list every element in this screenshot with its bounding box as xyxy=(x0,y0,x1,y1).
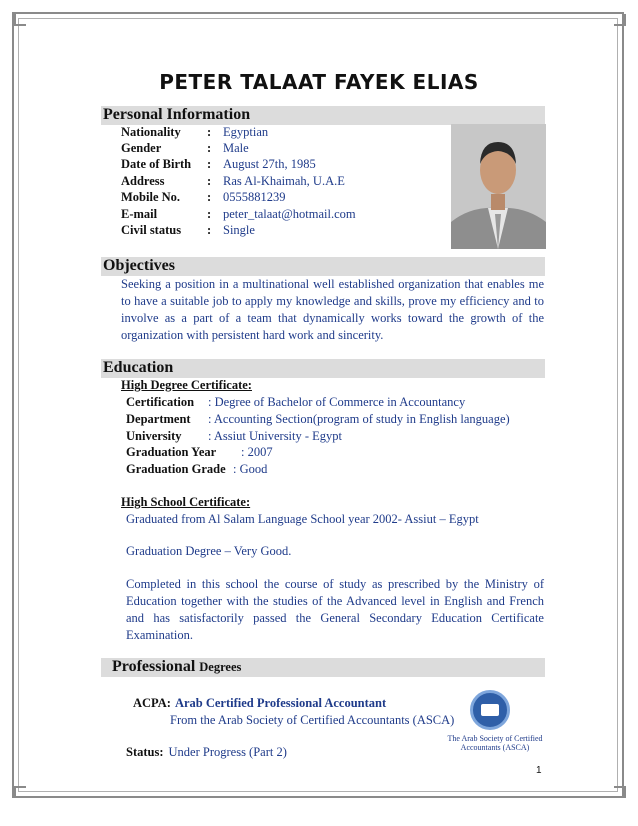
info-row-address: Address : Ras Al-Khaimah, U.A.E xyxy=(121,174,345,188)
profile-photo xyxy=(451,124,546,249)
edu-row-certification: Certification : Degree of Bachelor of Commerce in Accountancy xyxy=(126,395,466,409)
edu-row-graduation-grade: Graduation Grade : Good xyxy=(126,462,268,476)
corner-ornament xyxy=(614,786,626,798)
section-heading-personal: Personal Information xyxy=(103,106,251,123)
section-heading-professional: Professional Degrees xyxy=(112,658,242,675)
corner-ornament xyxy=(14,14,26,26)
status-line: Status: Under Progress (Part 2) xyxy=(126,745,287,759)
info-row-mobile: Mobile No. : 0555881239 xyxy=(121,190,286,204)
edu-row-graduation-year: Graduation Year : 2007 xyxy=(126,445,273,459)
info-row-civil-status: Civil status : Single xyxy=(121,223,255,237)
info-row-email: E-mail : peter_talaat@hotmail.com xyxy=(121,207,356,221)
resume-title: PETER TALAAT FAYEK ELIAS xyxy=(159,70,479,94)
info-row-gender: Gender : Male xyxy=(121,141,249,155)
corner-ornament xyxy=(614,14,626,26)
asca-logo-caption: The Arab Society of Certified Accountants (ASCA) xyxy=(447,734,543,752)
high-school-heading: High School Certificate: xyxy=(121,495,251,509)
section-heading-education: Education xyxy=(103,359,174,376)
section-heading-objectives: Objectives xyxy=(103,257,175,274)
objectives-text: Seeking a position in a multinational well established organization that enables me to have a suitable job to apply my knowledge and skills, prove my efficiency and to involve as a part of a team that dynamically works toward the growth of the organization with persistent hard work and sincerity. xyxy=(121,277,544,342)
school-paragraph: Completed in this school the course of study as prescribed by the Ministry of Education together with the studies of the Advanced level in English and French and has satisfactorily passed the General Secondary Education Certificate Examination. xyxy=(126,577,544,642)
page-number: 1 xyxy=(536,765,542,776)
acpa-line: ACPA: Arab Certified Professional Accountant xyxy=(133,696,387,710)
acpa-from-line: From the Arab Society of Certified Accountants (ASCA) xyxy=(170,713,455,727)
school-line-2: Graduation Degree – Very Good. xyxy=(126,544,292,558)
info-row-nationality: Nationality : Egyptian xyxy=(121,125,269,139)
school-line-1: Graduated from Al Salam Language School year 2002- Assiut – Egypt xyxy=(126,512,479,526)
asca-logo-icon xyxy=(470,690,510,730)
corner-ornament xyxy=(14,786,26,798)
edu-row-university: University : Assiut University - Egypt xyxy=(126,429,343,443)
high-degree-heading: High Degree Certificate: xyxy=(121,378,252,392)
info-row-dob: Date of Birth : August 27th, 1985 xyxy=(121,157,316,171)
edu-row-department: Department : Accounting Section(program of study in English language) xyxy=(126,412,510,426)
